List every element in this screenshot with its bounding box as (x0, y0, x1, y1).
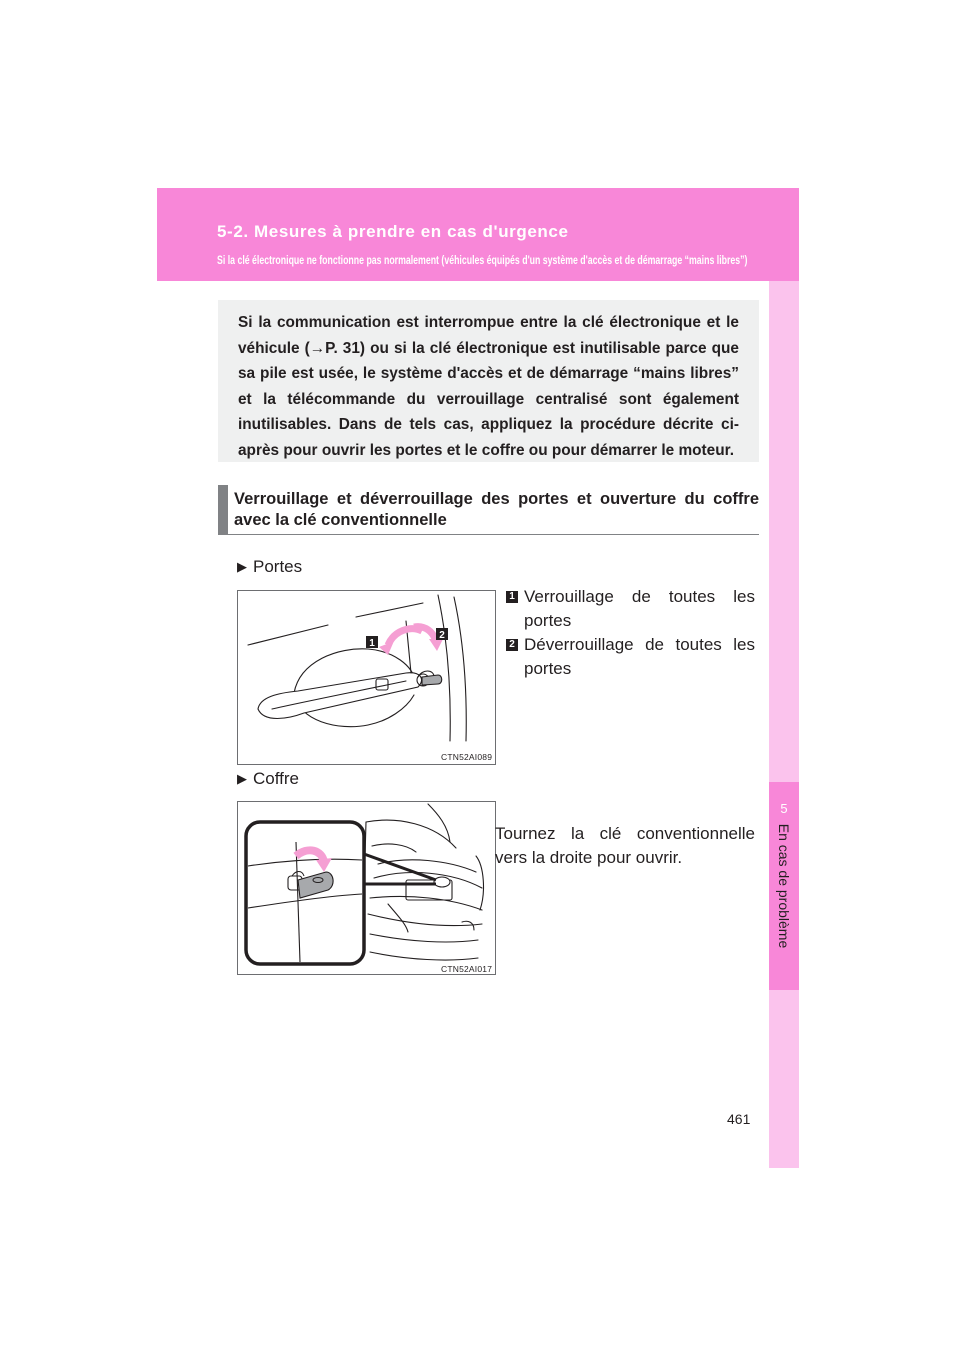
chapter-label: En cas de problème (776, 823, 792, 949)
trunk-illustration (238, 802, 495, 974)
section-title: 5-2. Mesures à prendre en cas d'urgence (217, 222, 569, 241)
doors-label (237, 557, 302, 577)
doors-label-text: Portes (253, 557, 303, 576)
callout-2-text: Déverrouillage de toutes les portes (524, 635, 755, 678)
door-handle-figure (237, 590, 496, 765)
callout-1-marker-text: 1 (369, 638, 375, 649)
triangle-right-icon: ▶ (237, 559, 247, 574)
subsection-heading (218, 485, 759, 535)
callout-item (505, 585, 755, 633)
subsection-heading-text: Verrouillage et déverrouillage des portes et ouverture du coffre avec la clé conventionnelle (234, 490, 759, 529)
trunk-label (237, 769, 299, 789)
callout-2-marker-text: 2 (439, 630, 445, 641)
note-box (218, 300, 759, 462)
callout-2-number: 2 (506, 639, 518, 651)
chapter-number: 5 (780, 801, 788, 816)
door-handle-illustration (238, 591, 495, 764)
page-number: 461 (727, 1111, 751, 1127)
figure-code: CTN52AI089 (441, 752, 493, 762)
callout-item (505, 633, 755, 681)
triangle-right-icon: ▶ (237, 771, 247, 786)
trunk-figure (237, 801, 496, 975)
trunk-label-text: Coffre (253, 769, 299, 788)
trunk-description: Tournez la clé conventionnelle vers la droite pour ouvrir. (495, 824, 755, 867)
doors-callouts (505, 585, 755, 681)
callout-1-text: Verrouillage de toutes les portes (524, 587, 755, 630)
note-text: Si la communication est interrompue entre la clé électronique et le véhicule (→P. 31) ou si la clé électronique est inutilisable parce que sa pile est usée, le système d'accès et de démarrage “mains libres” et la télécommande du verrouillage centralisé sont également inutilisables. Dans de tels cas, appliquez la procédure décrite ci-après pour ouvrir les portes et le coffre ou pour démarrer le moteur. (238, 314, 739, 459)
side-tab-background (769, 281, 799, 1168)
section-subtitle: Si la clé électronique ne fonctionne pas normalement (véhicules équipés d'un système d'accès et de démarrage “mains libres”) (217, 253, 748, 267)
figure-code: CTN52AI017 (441, 964, 493, 974)
callout-1-number: 1 (506, 591, 518, 603)
